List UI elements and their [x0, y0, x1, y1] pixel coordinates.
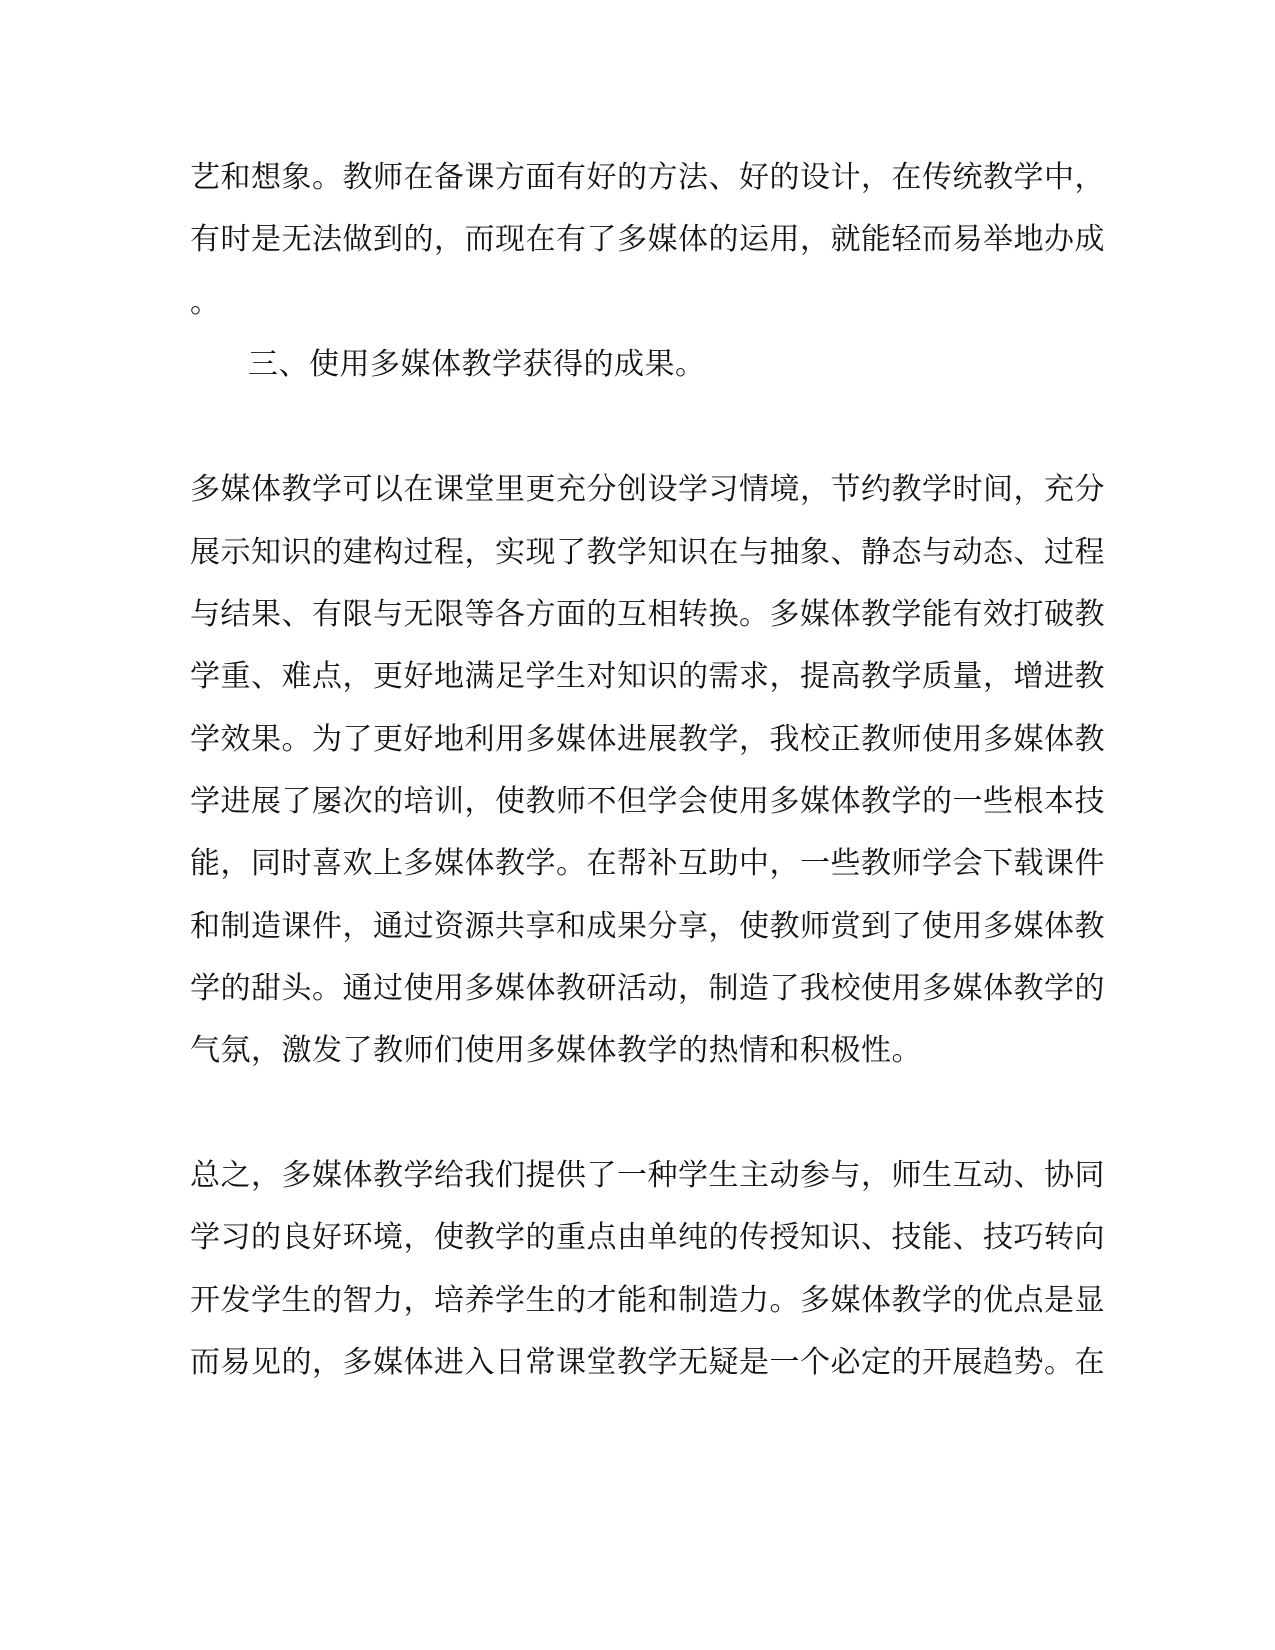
paragraph-2-line-9: 学的甜头。通过使用多媒体教研活动，制造了我校使用多媒体教学的 — [190, 971, 1105, 1006]
paragraph-2-line-5: 学效果。为了更好地利用多媒体进展教学，我校正教师使用多媒体教 — [190, 722, 1105, 757]
paragraph-3-line-2: 学习的良好环境，使教学的重点由单纯的传授知识、技能、技巧转向 — [190, 1220, 1105, 1255]
paragraph-3-line-3: 开发学生的智力，培养学生的才能和制造力。多媒体教学的优点是显 — [190, 1283, 1105, 1318]
paragraph-3-line-1: 总之，多媒体教学给我们提供了一种学生主动参与，师生互动、协同 — [190, 1158, 1105, 1193]
paragraph-1-line-3: 。 — [190, 285, 221, 320]
paragraph-2-line-1: 多媒体教学可以在课堂里更充分创设学习情境，节约教学时间，充分 — [190, 472, 1105, 507]
paragraph-2-line-2: 展示知识的建构过程，实现了教学知识在与抽象、静态与动态、过程 — [190, 535, 1105, 570]
paragraph-2-line-10: 气氛，激发了教师们使用多媒体教学的热情和积极性。 — [190, 1033, 922, 1068]
paragraph-2-line-6: 学进展了屡次的培训，使教师不但学会使用多媒体教学的一些根本技 — [190, 784, 1105, 819]
paragraph-2-line-7: 能，同时喜欢上多媒体教学。在帮补互助中，一些教师学会下载课件 — [190, 846, 1105, 881]
paragraph-1-line-1: 艺和想象。教师在备课方面有好的方法、好的设计，在传统教学中， — [190, 160, 1105, 195]
section-heading: 三、使用多媒体教学获得的成果。 — [248, 347, 706, 382]
paragraph-2-line-8: 和制造课件，通过资源共享和成果分享，使教师赏到了使用多媒体教 — [190, 909, 1105, 944]
paragraph-2-line-4: 学重、难点，更好地满足学生对知识的需求，提高教学质量，增进教 — [190, 659, 1105, 694]
paragraph-1-line-2: 有时是无法做到的，而现在有了多媒体的运用，就能轻而易举地办成 — [190, 222, 1105, 257]
paragraph-2-line-3: 与结果、有限与无限等各方面的互相转换。多媒体教学能有效打破教 — [190, 597, 1105, 632]
paragraph-3-line-4: 而易见的，多媒体进入日常课堂教学无疑是一个必定的开展趋势。在 — [190, 1345, 1105, 1380]
